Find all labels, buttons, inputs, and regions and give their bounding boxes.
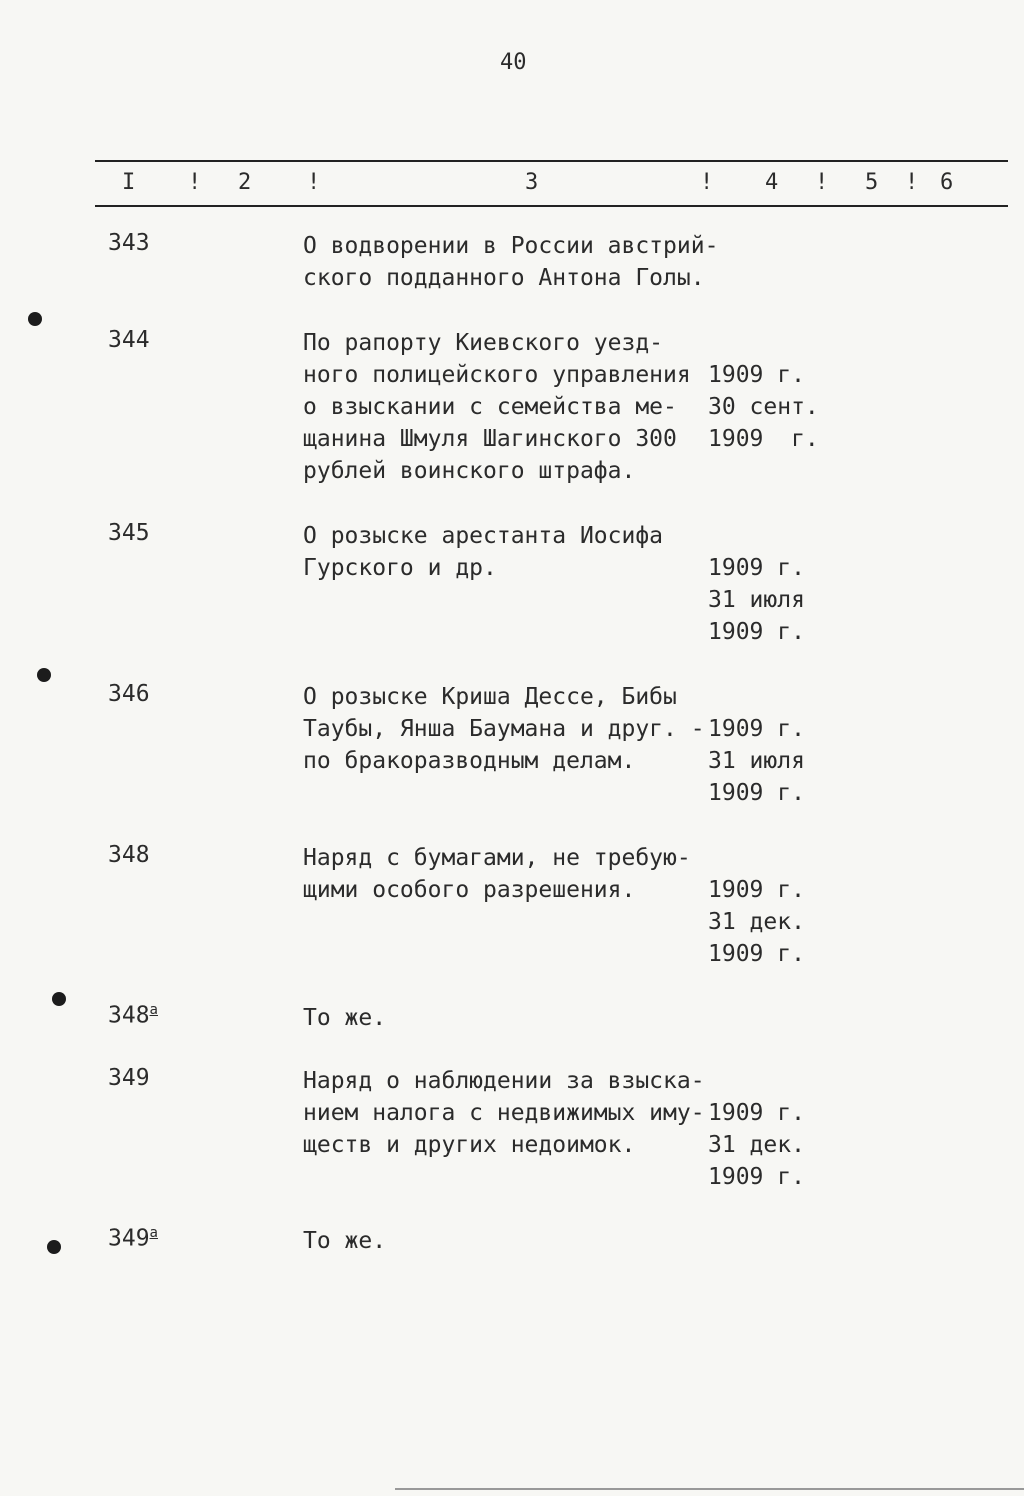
entry-description (303, 842, 713, 906)
date-line: 1909 г. (708, 877, 805, 903)
binder-hole (28, 312, 42, 326)
description-line: ного полицейского управления (303, 362, 691, 388)
header-separator: ! (815, 170, 829, 195)
description-line: О розыске Криша Дессе, Бибы (303, 684, 677, 710)
entry-number: 344 (108, 327, 150, 353)
header-col-6: 6 (940, 170, 954, 195)
date-line: 1909 г. (708, 426, 819, 452)
entry-number: 343 (108, 230, 150, 256)
description-line: Наряд о наблюдении за взыска- (303, 1068, 705, 1094)
header-separator: ! (905, 170, 919, 195)
description-line: Наряд с бумагами, не требую- (303, 845, 691, 871)
binder-hole (47, 1240, 61, 1254)
date-line: 31 дек. (708, 1132, 805, 1158)
binder-hole (37, 668, 51, 682)
entry-description (303, 681, 713, 777)
entry-dates (708, 359, 848, 455)
date-line: 1909 г. (708, 619, 805, 645)
entry-number: 345 (108, 520, 150, 546)
description-line: по бракоразводным делам. (303, 748, 636, 774)
entry-number-suffix: а (149, 1002, 158, 1018)
entry-number: 348 (108, 842, 150, 868)
entry-number-base: 349 (108, 1225, 150, 1252)
date-line: 1909 г. (708, 1164, 805, 1190)
entry-number (108, 1002, 158, 1029)
description-line: рублей воинского штрафа. (303, 458, 636, 484)
entry-dates (708, 713, 848, 809)
header-col-5: 5 (865, 170, 879, 195)
entry-dates (708, 874, 848, 970)
entry-description (303, 1225, 713, 1257)
date-line: 31 июля (708, 748, 805, 774)
entry-description (303, 1065, 713, 1161)
description-line: О водворении в России австрий- (303, 233, 719, 259)
description-line: По рапорту Киевского уезд- (303, 330, 664, 356)
table-header-rule (95, 205, 1008, 207)
date-line: 1909 г. (708, 1100, 805, 1126)
description-line: Таубы, Янша Баумана и друг. - (303, 716, 705, 742)
date-line: 1909 г. (708, 941, 805, 967)
date-line: 1909 г. (708, 780, 805, 806)
entry-description (303, 1002, 713, 1034)
description-line: О розыске арестанта Иосифа (303, 523, 664, 549)
entry-number: 349 (108, 1065, 150, 1091)
description-line: Гурского и др. (303, 555, 497, 581)
description-line: щанина Шмуля Шагинского 300 (303, 426, 677, 452)
date-line: 1909 г. (708, 555, 805, 581)
scan-edge-line (395, 1488, 1024, 1490)
entry-description (303, 230, 719, 294)
header-separator: ! (188, 170, 202, 195)
entry-number (108, 1225, 158, 1252)
date-line: 30 сент. (708, 394, 819, 420)
entry-number: 346 (108, 681, 150, 707)
entry-description (303, 520, 713, 584)
description-line: щими особого разрешения. (303, 877, 636, 903)
entry-description (303, 327, 713, 487)
header-col-1: I (122, 170, 136, 195)
description-line: ского подданного Антона Голы. (303, 265, 705, 291)
date-line: 1909 г. (708, 716, 805, 742)
entry-dates (708, 1097, 848, 1193)
header-col-4: 4 (765, 170, 779, 195)
description-line: То же. (303, 1005, 387, 1031)
header-col-3: 3 (525, 170, 539, 195)
table-top-rule (95, 160, 1008, 162)
description-line: ществ и других недоимок. (303, 1132, 636, 1158)
date-line: 31 дек. (708, 909, 805, 935)
date-line: 31 июля (708, 587, 805, 613)
entry-dates (708, 552, 848, 648)
description-line: нием налога с недвижимых иму- (303, 1100, 705, 1126)
description-line: о взыскании с семейства ме- (303, 394, 677, 420)
entry-number-base: 348 (108, 1002, 150, 1029)
page-number: 40 (500, 50, 527, 75)
header-separator: ! (307, 170, 321, 195)
binder-hole (52, 992, 66, 1006)
description-line: То же. (303, 1228, 387, 1254)
date-line: 1909 г. (708, 362, 805, 388)
header-separator: ! (700, 170, 714, 195)
entry-number-suffix: а (149, 1225, 158, 1241)
header-col-2: 2 (238, 170, 252, 195)
